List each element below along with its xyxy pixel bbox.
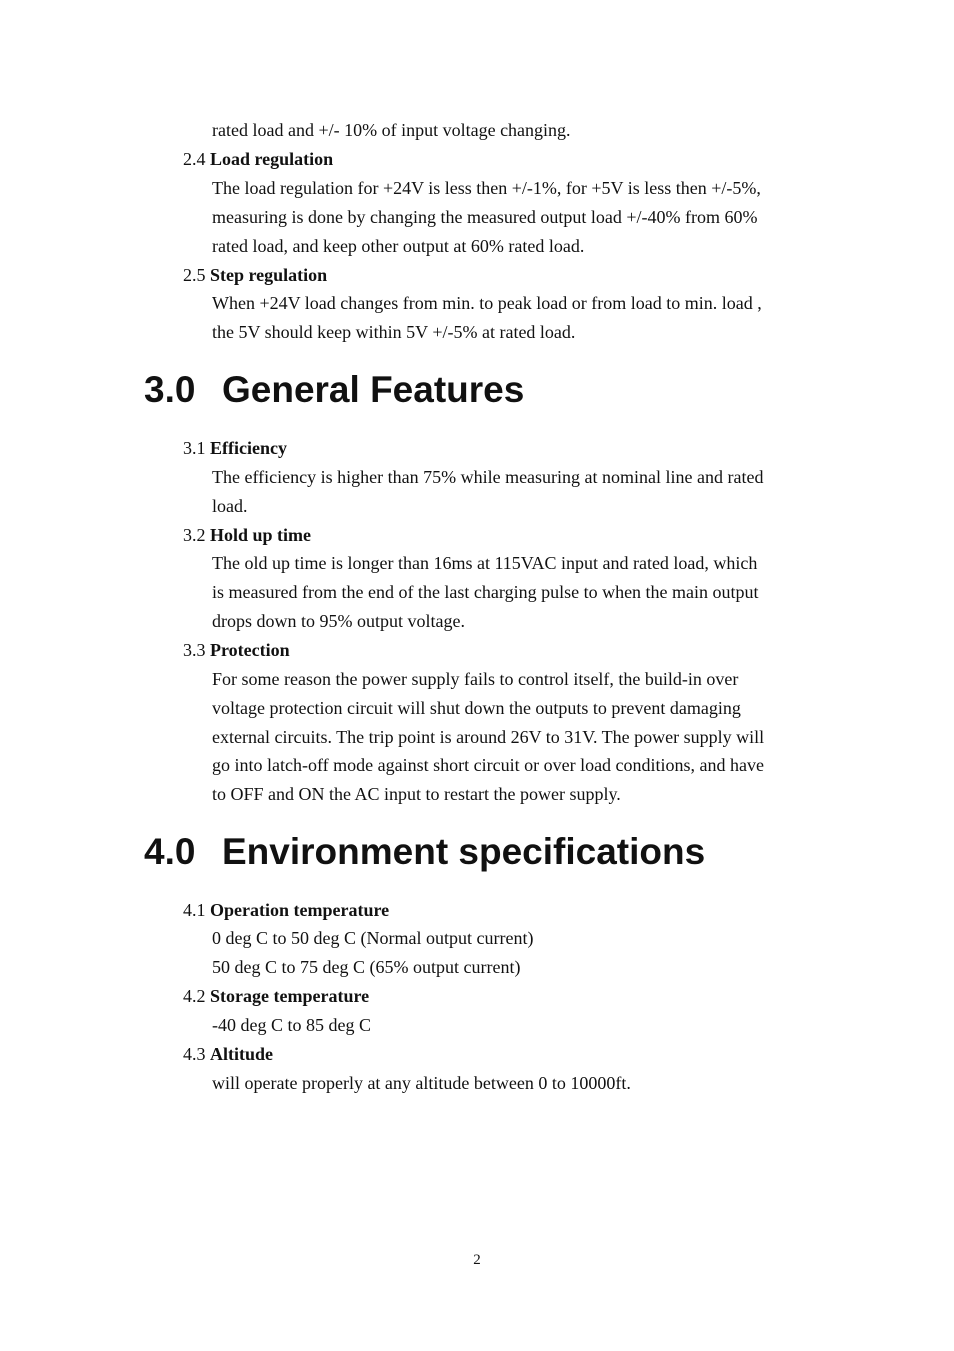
item-heading-4-1	[183, 896, 389, 925]
item-body-3-3	[212, 665, 812, 809]
item-title: Efficiency	[210, 438, 287, 458]
paragraph-line: When +24V load changes from min. to peak load or from load to min. load ,	[212, 293, 762, 313]
item-number: 3.1	[183, 438, 206, 458]
paragraph-line: will operate properly at any altitude between 0 to 10000ft.	[212, 1073, 631, 1093]
paragraph-line: is measured from the end of the last charging pulse to when the main output	[212, 581, 759, 602]
item-number: 2.4	[183, 149, 206, 169]
item-number: 4.2	[183, 986, 206, 1006]
section-heading-4	[144, 830, 705, 874]
item-title: Step regulation	[210, 265, 328, 285]
paragraph-line: The old up time is longer than 16ms at 115VAC input and rated load, which	[212, 553, 758, 573]
paragraph-line: 50 deg C to 75 deg C (65% output current)	[212, 956, 521, 977]
paragraph-line: drops down to 95% output voltage.	[212, 610, 465, 631]
item-title: Hold up time	[210, 525, 312, 545]
paragraph-line: For some reason the power supply fails to control itself, the build-in over	[212, 669, 739, 689]
item-number: 3.2	[183, 525, 206, 545]
paragraph-line: The load regulation for +24V is less then +/-1%, for +5V is less then +/-5%,	[212, 178, 761, 198]
item-heading-3-1	[183, 434, 287, 463]
section-title: General Features	[222, 369, 525, 410]
item-body-4-3	[212, 1069, 812, 1098]
item-number: 3.3	[183, 640, 206, 660]
paragraph-line: rated load and +/- 10% of input voltage changing.	[212, 120, 571, 140]
section-number: 3.0	[144, 369, 196, 410]
item-number: 2.5	[183, 265, 206, 285]
paragraph-line: external circuits. The trip point is around 26V to 31V. The power supply will	[212, 726, 765, 747]
paragraph-line: voltage protection circuit will shut down the outputs to prevent damaging	[212, 697, 741, 718]
item-number: 4.3	[183, 1044, 206, 1064]
continued-paragraph	[212, 116, 812, 145]
item-body-3-1	[212, 463, 812, 521]
item-title: Operation temperature	[210, 900, 390, 920]
paragraph-line: the 5V should keep within 5V +/-5% at rated load.	[212, 321, 576, 342]
paragraph-line: rated load, and keep other output at 60% rated load.	[212, 235, 585, 256]
item-body-4-2	[212, 1011, 812, 1040]
item-title: Load regulation	[210, 149, 334, 169]
paragraph-line: load.	[212, 495, 248, 516]
item-body-3-2	[212, 549, 812, 635]
section-heading-3	[144, 368, 524, 412]
item-heading-2-5	[183, 261, 327, 290]
paragraph-line: -40 deg C to 85 deg C	[212, 1015, 371, 1035]
item-heading-3-3	[183, 636, 290, 665]
item-number: 4.1	[183, 900, 206, 920]
item-heading-3-2	[183, 521, 311, 550]
section-number: 4.0	[144, 831, 196, 872]
paragraph-line: measuring is done by changing the measured output load +/-40% from 60%	[212, 206, 758, 227]
item-title: Protection	[210, 640, 290, 660]
item-heading-4-2	[183, 982, 369, 1011]
item-title: Altitude	[210, 1044, 273, 1064]
item-title: Storage temperature	[210, 986, 370, 1006]
item-heading-2-4	[183, 145, 333, 174]
paragraph-line: to OFF and ON the AC input to restart the power supply.	[212, 784, 621, 805]
paragraph-line: 0 deg C to 50 deg C (Normal output current)	[212, 928, 534, 948]
paragraph-line: The efficiency is higher than 75% while measuring at nominal line and rated	[212, 467, 764, 487]
paragraph-line: go into latch-off mode against short circuit or over load conditions, and have	[212, 755, 765, 776]
item-body-4-1	[212, 924, 812, 982]
section-title: Environment specifications	[222, 831, 706, 872]
item-body-2-4	[212, 174, 812, 260]
item-heading-4-3	[183, 1040, 273, 1069]
page-number: 2	[473, 1252, 481, 1268]
item-body-2-5	[212, 289, 812, 347]
